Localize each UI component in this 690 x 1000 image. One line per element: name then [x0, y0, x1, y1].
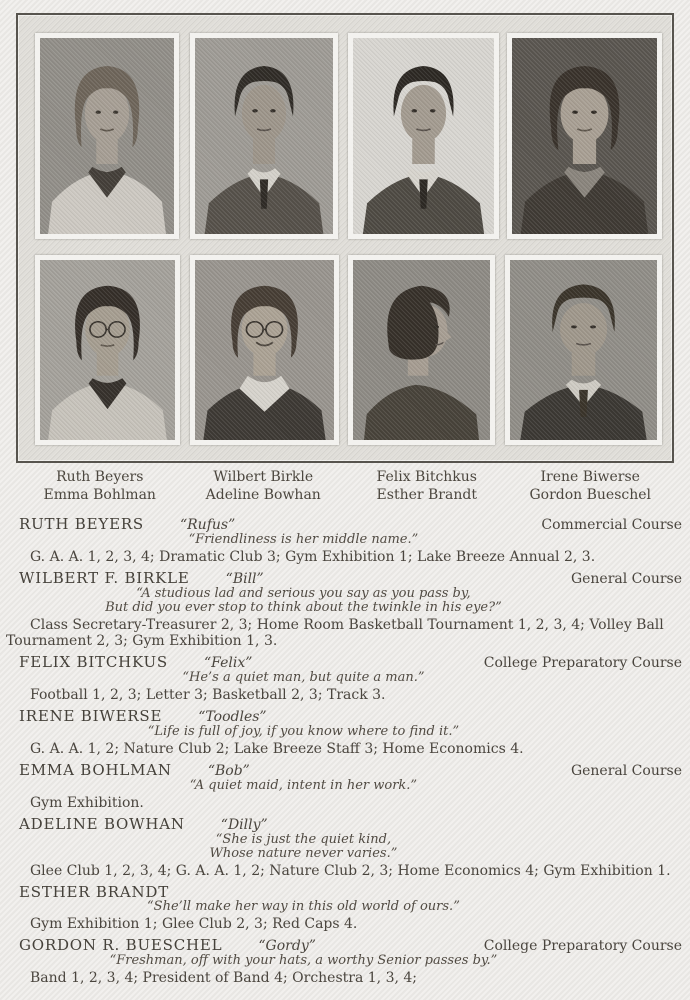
- portrait-esther-brandt: [348, 255, 495, 445]
- woman-portrait-illustration: [40, 38, 174, 234]
- course-label: General Course: [570, 571, 682, 587]
- entry-header: [6, 816, 682, 833]
- portrait-photo: [512, 38, 657, 234]
- student-name: EMMA BOHLMAN: [19, 761, 172, 779]
- student-activities: Glee Club 1, 2, 3, 4; G. A. A. 1, 2; Nature Club 2, 3; Home Economics 4; Gym Exhibition 1.: [30, 863, 671, 879]
- man-portrait-illustration: [353, 38, 494, 234]
- course-label: College Preparatory Course: [483, 938, 682, 954]
- entry-gordon-bueschel: [6, 937, 682, 986]
- entry-header: [6, 937, 682, 954]
- student-entries: [6, 516, 682, 991]
- caption-name: Esther Brandt: [376, 487, 477, 503]
- portrait-photo: [195, 38, 333, 234]
- caption-names: [18, 469, 672, 504]
- entry-header: [6, 708, 682, 725]
- portrait-photo: [353, 38, 494, 234]
- student-name: ADELINE BOWHAN: [19, 815, 185, 833]
- student-nickname: “Bill”: [225, 571, 264, 587]
- entry-emma-bohlman: [6, 762, 682, 811]
- student-nickname: “Rufus”: [179, 517, 236, 533]
- quote-line: Whose nature never varies.”: [209, 846, 398, 861]
- entry-ruth-beyers: [6, 516, 682, 565]
- quote-line: “A quiet maid, intent in her work.”: [189, 778, 418, 793]
- caption-name: Adeline Bowhan: [205, 487, 321, 503]
- caption-name: Wilbert Birkle: [213, 469, 314, 485]
- course-label: General Course: [570, 763, 682, 779]
- portrait-photo: [40, 260, 175, 440]
- quote-line: “Freshman, off with your hats, a worthy Senior passes by.”: [109, 953, 498, 968]
- student-name: IRENE BIWERSE: [19, 707, 163, 725]
- student-quote: [6, 833, 601, 861]
- student-nickname: “Felix”: [204, 655, 253, 671]
- quote-line: “Friendliness is her middle name.”: [188, 532, 419, 547]
- course-label: Commercial Course: [541, 517, 682, 533]
- student-activities: Gym Exhibition 1; Glee Club 2, 3; Red Caps 4.: [30, 916, 358, 932]
- entry-header: [6, 516, 682, 533]
- entry-header: [6, 884, 682, 900]
- quote-line: “A studious lad and serious you say as you pass by,: [136, 586, 471, 601]
- student-nickname: “Bob”: [207, 763, 250, 779]
- quote-line: “He’s a quiet man, but quite a man.”: [182, 670, 425, 685]
- caption-name: Emma Bohlman: [43, 487, 156, 503]
- student-name: ESTHER BRANDT: [19, 883, 170, 901]
- student-activities: Gym Exhibition.: [30, 795, 144, 811]
- portrait-photo: [353, 260, 490, 440]
- portrait-photo: [40, 38, 174, 234]
- student-nickname: “Gordy”: [258, 938, 316, 954]
- entry-header: [6, 570, 682, 587]
- student-nickname: “Toodles”: [198, 709, 267, 725]
- student-nickname: “Dilly”: [220, 817, 268, 833]
- man-portrait-illustration: [510, 260, 657, 440]
- course-label: College Preparatory Course: [483, 655, 682, 671]
- entry-wilbert-birkle: [6, 570, 682, 649]
- caption-name: Irene Biwerse: [540, 469, 640, 485]
- portrait-gordon-bueschel: [505, 255, 662, 445]
- man-portrait-illustration: [195, 38, 333, 234]
- portrait-felix-bitchkus: [348, 33, 499, 239]
- woman-portrait-illustration: [512, 38, 657, 234]
- entry-irene-biwerse: [6, 708, 682, 757]
- student-activities: Football 1, 2, 3; Letter 3; Basketball 2, 3; Track 3.: [30, 687, 386, 703]
- portrait-frame: [16, 13, 674, 463]
- caption-name: Ruth Beyers: [56, 469, 144, 485]
- portrait-ruth-beyers: [35, 33, 179, 239]
- portrait-photo: [510, 260, 657, 440]
- caption-name: Gordon Bueschel: [529, 487, 652, 503]
- student-activities: G. A. A. 1, 2; Nature Club 2; Lake Breeze Staff 3; Home Economics 4.: [30, 741, 524, 757]
- portrait-photo: [195, 260, 334, 440]
- quote-line: “She’ll make her way in this old world of ours.”: [147, 899, 460, 914]
- quote-line: “She is just the quiet kind,: [215, 832, 392, 847]
- student-quote: [6, 725, 601, 739]
- student-activities: G. A. A. 1, 2, 3, 4; Dramatic Club 3; Gym Exhibition 1; Lake Breeze Annual 2, 3.: [30, 549, 596, 565]
- entry-header: [6, 762, 682, 779]
- portrait-adeline-bowhan: [190, 255, 339, 445]
- student-name: FELIX BITCHKUS: [19, 653, 168, 671]
- entry-esther-brandt: [6, 884, 682, 932]
- student-quote: [6, 954, 601, 968]
- student-activities: Band 1, 2, 3, 4; President of Band 4; Orchestra 1, 3, 4;: [30, 970, 418, 986]
- student-name: WILBERT F. BIRKLE: [19, 569, 190, 587]
- quote-line: “Life is full of joy, if you know where to find it.”: [147, 724, 460, 739]
- entry-felix-bitchkus: [6, 654, 682, 703]
- portrait-wilbert-birkle: [190, 33, 338, 239]
- student-quote: [6, 533, 601, 547]
- entry-adeline-bowhan: [6, 816, 682, 879]
- student-name: GORDON R. BUESCHEL: [19, 936, 223, 954]
- student-name: RUTH BEYERS: [19, 515, 144, 533]
- woman-glasses-portrait-illustration: [40, 260, 175, 440]
- student-activities: Class Secretary-Treasurer 2, 3; Home Room Basketball Tournament 1, 2, 3, 4; Volley Ball Tournament 2, 3; Gym Exhibition 1, 3.: [6, 617, 664, 649]
- quote-line: But did you ever stop to think about the twinkle in his eye?”: [105, 600, 502, 615]
- student-quote: [6, 900, 601, 914]
- woman-profile-portrait-illustration: [353, 260, 490, 440]
- caption-name: Felix Bitchkus: [376, 469, 477, 485]
- entry-header: [6, 654, 682, 671]
- student-quote: [6, 779, 601, 793]
- student-quote: [6, 671, 601, 685]
- portrait-emma-bohlman: [35, 255, 180, 445]
- student-quote: [6, 587, 601, 615]
- woman-glasses-portrait-illustration: [195, 260, 334, 440]
- portrait-irene-biwerse: [507, 33, 662, 239]
